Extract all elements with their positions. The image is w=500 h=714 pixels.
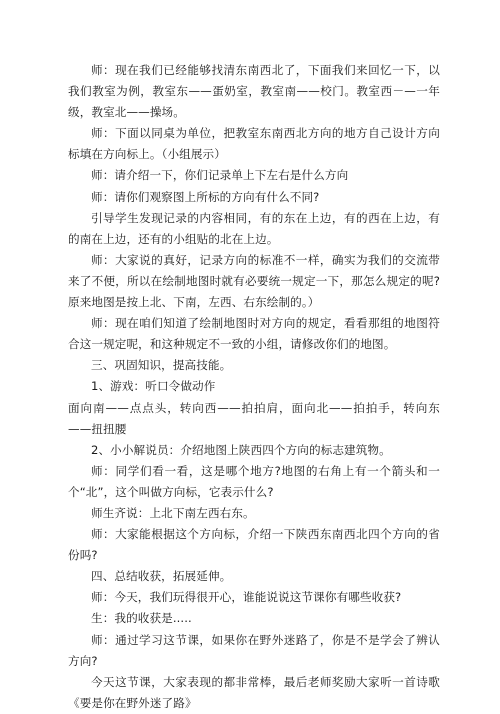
paragraph: 引导学生发现记录的内容相同，有的东在上边，有的西在上边，有的南在上边，还有的小组贴的北在上边。 [68,210,440,246]
paragraph: 师：大家能根据这个方向标，介绍一下陕西东南西北四个方向的省份吗? [68,527,440,563]
paragraph: 师生齐说：上北下南左西右东。 [91,505,255,520]
list-item: 2、小小解说员：介绍地图上陕西四个方向的标志建筑物。 [91,442,391,457]
paragraph: 师：现在咱们知道了绘制地图时对方向的规定，看看那组的地图符合这一规定呢，和这种规定不一致的小组，请修改你们的地图。 [68,316,440,352]
paragraph: 师：今天，我们玩得很开心，谁能说说这节课你有哪些收获? [91,590,402,605]
paragraph: 师：请介绍一下，你们记录单上下左右是什么方向 [91,168,349,183]
paragraph: 师：现在我们已经能够找清东南西北了，下面我们来回忆一下，以我们教室为例，教室东——蛋奶室，教室南——校门。教室西－—一年级，教室北——操场。 [68,63,440,120]
paragraph: 师：同学们看一看，这是哪个地方?地图的右角上有一个箭头和一个“北”，这个叫做方向标，它表示什么? [68,463,440,499]
paragraph: 师：下面以同桌为单位，把教室东南西北方向的地方自己设计方向标填在方向标上。（小组展示） [68,126,440,162]
section-heading: 四、总结收获，拓展延伸。 [91,569,232,584]
paragraph: 师：通过学习这节课，如果你在野外迷路了，你是不是学会了辨认方向? [68,632,440,668]
paragraph: 生：我的收获是..... [91,611,192,626]
paragraph: 师：大家说的真好，记录方向的标准不一样，确实为我们的交流带来了不便，所以在绘制地图时就有必要统一规定一下，那怎么规定的呢?原来地图是按上北、下南，左西、右东绘制的。） [68,252,440,310]
paragraph: 面向南——点点头，转向西——拍拍肩，面向北——拍拍手，转向东——扭扭腰 [68,400,440,436]
paragraph: 师：请你们观察图上所标的方向有什么不同? [91,189,320,204]
list-item: 1、游戏：听口令做动作 [91,379,216,394]
document-body [68,60,440,714]
section-heading: 三、巩固知识，提高技能。 [91,358,232,373]
paragraph: 今天这节课，大家表现的都非常棒，最后老师奖励大家听一首诗歌《要是你在野外迷了路》 [68,674,440,710]
